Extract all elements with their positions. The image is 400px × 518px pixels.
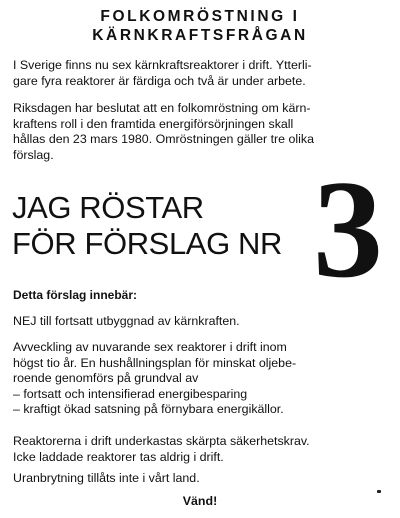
proposal-line: Avveckling av nuvarande sex reaktorer i drift inom	[13, 340, 287, 354]
decision-line: hållas den 23 mars 1980. Omröstningen gäller tre olika	[13, 132, 314, 147]
proposal-line: högst tio år. En hushållningsplan för minskat oljebe-	[13, 355, 297, 370]
proposal-line: NEJ till fortsatt utbyggnad av kärnkraften.	[13, 314, 240, 328]
decision-line: kraftens roll i den framtida energiförsörjningen skall	[13, 116, 294, 131]
proposal-point-3	[13, 434, 389, 465]
print-speck	[377, 490, 381, 493]
proposal-line: Uranbrytning tillåts inte i vårt land.	[13, 471, 200, 485]
ballot-heading-line-1: JAG RÖSTAR	[12, 190, 204, 225]
decision-line: förslag.	[13, 147, 54, 162]
proposal-point-1	[13, 314, 389, 330]
proposal-bullet-line: – fortsatt och intensifierad energibesparing	[13, 386, 248, 401]
proposal-lead: Detta förslag innebär:	[13, 288, 138, 302]
proposal-bullet-line: – kraftigt ökad satsning på förnybara energikällor.	[13, 402, 284, 417]
intro-line: I Sverige finns nu sex kärnkraftsreaktorer i drift. Ytterli-	[13, 58, 312, 72]
page-title-line-2: KÄRNKRAFTSFRÅGAN	[92, 27, 308, 44]
proposal-point-4	[13, 471, 389, 487]
proposal-line: Icke laddade reaktorer tas aldrig i drift.	[13, 449, 224, 464]
proposal-point-2	[13, 340, 389, 418]
intro-paragraph	[13, 58, 389, 89]
intro-line: gare fyra reaktorer är färdiga och två är under arbete.	[13, 73, 306, 88]
decision-line: Riksdagen har beslutat att en folkomröstning om kärn-	[13, 101, 311, 115]
ballot-heading-line-2: FÖR FÖRSLAG NR	[12, 226, 282, 261]
turn-page-label: Vänd!	[182, 494, 218, 508]
proposal-line: roende genomförs på grundval av	[13, 371, 199, 386]
proposal-number: 3	[313, 152, 383, 307]
proposal-line: Reaktorerna i drift underkastas skärpta säkerhetskrav.	[13, 434, 310, 448]
page-title-line-1: FOLKOMRÖSTNING I	[100, 8, 300, 25]
